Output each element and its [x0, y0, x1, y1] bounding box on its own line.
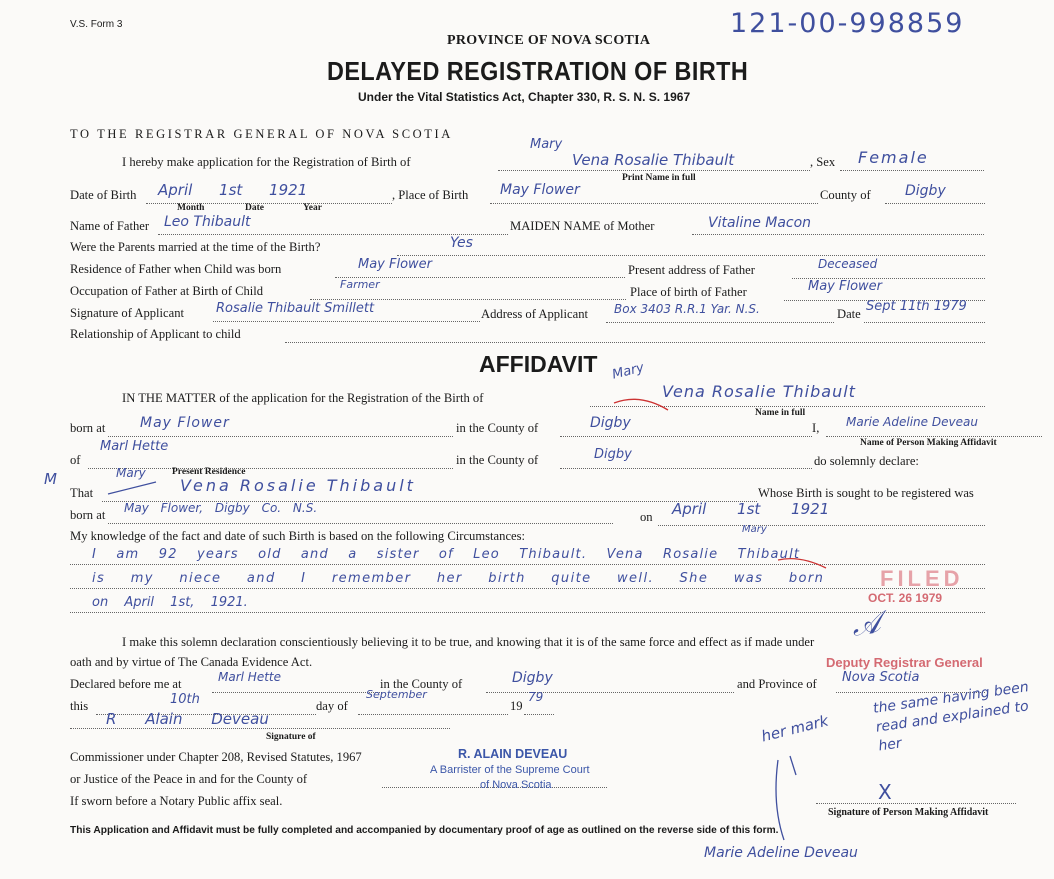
province-value: Nova Scotia	[842, 670, 920, 685]
dob-year-caption: Year	[303, 203, 322, 213]
justice-text: or Justice of the Peace in and for the County of	[70, 772, 308, 786]
born-at-label: born at	[70, 421, 106, 435]
declared-place: Marl Hette	[218, 670, 281, 684]
mark-note: her mark	[759, 711, 831, 746]
province-heading: PROVINCE OF NOVA SCOTIA	[447, 33, 651, 48]
dob-date-caption: Date	[245, 203, 264, 213]
born-county-label: in the County of	[456, 421, 539, 435]
declarant-printed-signature: Marie Adeline Deveau	[704, 845, 858, 861]
occupation-value: Farmer	[340, 278, 380, 291]
month-value: September	[366, 688, 427, 701]
declarant-caption: Name of Person Making Affidavit	[860, 438, 997, 448]
married-label: Were the Parents married at the time of the Birth?	[70, 240, 321, 254]
subject-name: Vena Rosalie Thibault	[662, 382, 856, 401]
present-address-label: Present address of Father	[628, 263, 755, 277]
form-title: DELAYED REGISTRATION OF BIRTH	[327, 56, 749, 86]
born-on-label: on	[640, 510, 653, 524]
knowledge-label: My knowledge of the fact and date of such Birth is based on the following Circumstances:	[70, 529, 526, 543]
this-label: this	[70, 699, 89, 713]
father-name: Leo Thibault	[164, 214, 251, 230]
circumstance-strike	[778, 559, 826, 568]
county-label: County of	[820, 188, 871, 202]
residence-value: May Flower	[358, 257, 433, 272]
declarant-name: Marie Adeline Deveau	[846, 415, 978, 429]
solemn-declaration: I make this solemn declaration conscientiously believing it to be true, and knowing that it is of the same force and effect as if made under	[122, 635, 815, 649]
form-subtitle: Under the Vital Statistics Act, Chapter 330, R. S. N. S. 1967	[358, 90, 691, 104]
whose-birth-text: Whose Birth is sought to be registered was	[758, 486, 974, 500]
that-label: That	[70, 486, 94, 500]
place-of-birth-label: , Place of Birth	[392, 188, 469, 202]
that-name: Vena Rosalie Thibault	[180, 476, 416, 495]
father-label: Name of Father	[70, 219, 150, 233]
explained-note: the same having been read and explained to her	[872, 679, 1030, 755]
child-name-correction: Mary	[530, 137, 563, 152]
notary-text: If sworn before a Notary Public affix seal.	[70, 794, 283, 808]
applicant-signature: Rosalie Thibault Smillett	[216, 301, 375, 316]
year-value: 79	[528, 690, 544, 704]
that-insert-mark: M	[44, 470, 57, 488]
oath-text: oath and by virtue of The Canada Evidence Act.	[70, 655, 313, 669]
declare-label: do solemnly declare:	[814, 454, 919, 468]
dob-label: Date of Birth	[70, 188, 137, 202]
born-at-value: May Flower	[140, 415, 230, 431]
addressee: TO THE REGISTRAR GENERAL OF NOVA SCOTIA	[70, 127, 453, 141]
declarant-i-label: I,	[812, 421, 820, 435]
commissioner-text: Commissioner under Chapter 208, Revised Statutes, 1967	[70, 750, 362, 764]
barrister-stamp-name: R. ALAIN DEVEAU	[458, 747, 568, 761]
father-birthplace-value: May Flower	[808, 279, 883, 294]
born-at2-value: May Flower, Digby Co. N.S.	[124, 501, 318, 515]
declared-county-label: in the County of	[380, 677, 463, 691]
date-value: Sept 11th 1979	[866, 299, 967, 314]
footer-note: This Application and Affidavit must be fully completed and accompanied by documentary proof of age as outlined on the reverse side of this form.	[70, 825, 779, 836]
dob-value: April 1st 1921	[158, 181, 308, 199]
residence-label: Residence of Father when Child was born	[70, 262, 282, 276]
declarant-county: Digby	[594, 447, 632, 462]
arrow-up	[790, 756, 796, 775]
of-label: of	[70, 453, 81, 467]
day-of-label: day of	[316, 699, 348, 713]
applicant-address-label: Address of Applicant	[481, 307, 589, 321]
form-number: V.S. Form 3	[70, 19, 123, 30]
day-value: 10th	[170, 692, 200, 707]
mother-name: Vitaline Macon	[708, 215, 812, 231]
barrister-stamp-title: A Barrister of the Supreme Court	[430, 764, 590, 776]
subject-name-caption: Name in full	[755, 408, 806, 418]
registration-number: 121-00-998859	[730, 8, 965, 39]
born-on-value: April 1st 1921	[672, 500, 830, 518]
dob-month-caption: Month	[177, 203, 205, 213]
declared-label: Declared before me at	[70, 677, 182, 691]
present-address-value: Deceased	[818, 257, 878, 271]
declarant-residence: Marl Hette	[100, 439, 169, 454]
signature-of-caption: Signature of	[266, 732, 316, 742]
residence-caption: Present Residence	[172, 467, 246, 477]
application-intro: I hereby make application for the Registration of Birth of	[122, 155, 411, 169]
matter-text: IN THE MATTER of the application for the Registration of the Birth of	[122, 391, 484, 405]
circumstance-line-1: I am 92 years old and a sister of Leo Thibault. Vena Rosalie Thibault	[92, 547, 801, 562]
place-of-birth: May Flower	[500, 182, 580, 198]
that-strike	[108, 482, 156, 494]
date-label: Date	[837, 307, 861, 321]
name-strike	[614, 399, 668, 410]
circumstance-insert: Mary	[742, 524, 767, 535]
year-prefix: 19	[510, 699, 523, 713]
applicant-address: Box 3403 R.R.1 Yar. N.S.	[614, 302, 760, 316]
circumstance-line-2: is my niece and I remember her birth quite well. She was born	[92, 571, 825, 586]
father-birthplace-label: Place of birth of Father	[630, 285, 747, 299]
mother-label: MAIDEN NAME of Mother	[510, 219, 655, 233]
affidavit-heading: AFFIDAVIT	[479, 351, 598, 377]
declarant-county-label: in the County of	[456, 453, 539, 467]
registrar-stamp: Deputy Registrar General	[826, 655, 983, 670]
declarant-signature-caption: Signature of Person Making Affidavit	[828, 807, 989, 818]
declared-county: Digby	[512, 670, 553, 686]
commissioner-signature: R Alain Deveau	[106, 710, 269, 728]
filed-date-stamp: OCT. 26 1979	[868, 591, 943, 605]
born-county-value: Digby	[590, 415, 631, 431]
barrister-stamp-place: of Nova Scotia	[480, 779, 552, 791]
child-name: Vena Rosalie Thibault	[572, 151, 735, 169]
born-at2-label: born at	[70, 508, 106, 522]
relationship-label: Relationship of Applicant to child	[70, 327, 241, 341]
sex-value: Female	[858, 148, 929, 167]
that-correction: Mary	[116, 466, 146, 480]
sex-label: , Sex	[810, 155, 836, 169]
circumstance-line-3: on April 1st, 1921.	[92, 595, 248, 610]
subject-correction: Mary	[610, 360, 646, 383]
occupation-label: Occupation of Father at Birth of Child	[70, 284, 264, 298]
province-label: and Province of	[737, 677, 817, 691]
married-value: Yes	[450, 235, 473, 251]
filed-stamp: FILED	[880, 566, 964, 591]
print-name-caption: Print Name in full	[622, 173, 696, 183]
county-value: Digby	[905, 183, 946, 199]
applicant-signature-label: Signature of Applicant	[70, 306, 185, 320]
registrar-signature: 𝒜	[849, 605, 883, 644]
declarant-mark: X	[878, 780, 892, 804]
